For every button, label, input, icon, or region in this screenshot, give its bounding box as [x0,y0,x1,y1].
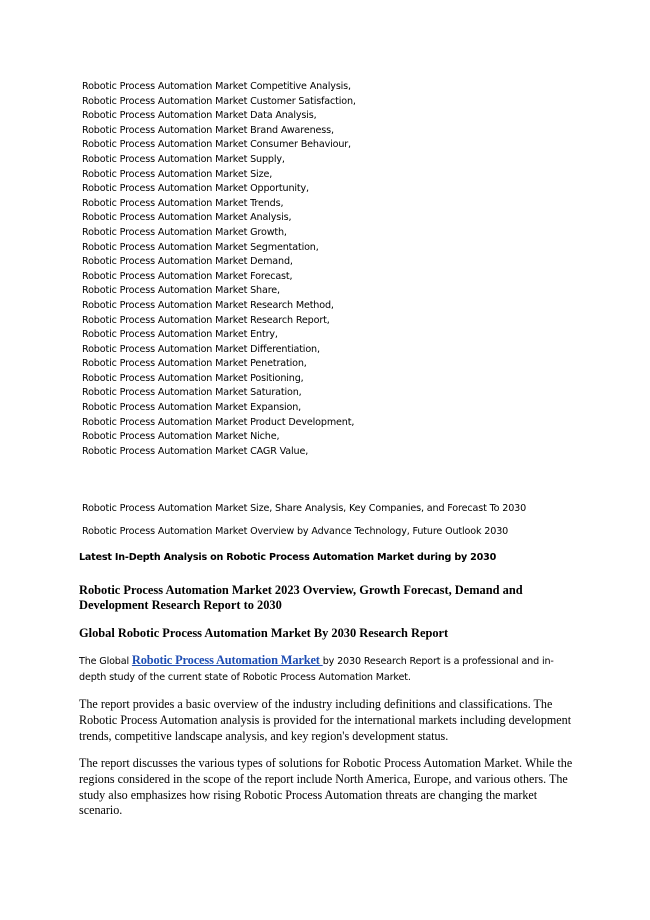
list-item: Robotic Process Automation Market Competitive Analysis, [82,81,351,92]
size-share-line: Robotic Process Automation Market Size, Share Analysis, Key Companies, and Forecast To 2030 [82,503,527,514]
global-report-heading: Global Robotic Process Automation Market By 2030 Research Report [79,626,449,640]
list-item: Robotic Process Automation Market Research Method, [82,299,334,311]
list-item: Robotic Process Automation Market Differentiation, [82,343,320,355]
list-item: Robotic Process Automation Market Niche, [82,431,280,443]
list-item: Robotic Process Automation Market Saturation, [82,387,302,399]
list-item: Robotic Process Automation Market Supply, [82,153,285,165]
list-item: Robotic Process Automation Market Opportunity, [82,183,309,195]
market-report-link[interactable]: Robotic Process Automation Market [131,653,323,667]
overview-heading: Robotic Process Automation Market 2023 Overview, Growth Forecast, Demand and Development Research Report to 2030 [79,583,523,612]
list-item: Robotic Process Automation Market Product Development, [82,416,355,428]
list-item: Robotic Process Automation Market Analysis, [82,212,292,224]
list-item: Robotic Process Automation Market CAGR Value, [82,445,309,457]
list-item: Robotic Process Automation Market Demand, [82,256,293,268]
solutions-paragraph: The report discusses the various types of solutions for Robotic Process Automation Market. While the regions considered in the scope of the report include North America, Europe, and various others. The study also emphasizes how rising Robotic Process Automation threats are changing the market scenario. [79,756,573,818]
list-item: Robotic Process Automation Market Positioning, [82,372,304,384]
list-item: Robotic Process Automation Market Expansion, [82,402,302,414]
list-item: Robotic Process Automation Market Brand Awareness, [82,124,334,136]
list-item: Robotic Process Automation Market Size, [82,168,273,180]
list-item: Robotic Process Automation Market Entry, [82,329,278,341]
list-item: Robotic Process Automation Market Trends, [82,197,284,209]
list-item: Robotic Process Automation Market Research Report, [82,314,330,326]
list-item: Robotic Process Automation Market Segmentation, [82,241,319,253]
list-item: Robotic Process Automation Market Growth, [82,226,287,238]
keyword-list [82,80,356,459]
list-item: Robotic Process Automation Market Penetration, [82,358,307,370]
list-item: Robotic Process Automation Market Share, [82,285,280,297]
list-item: Robotic Process Automation Market Consumer Behaviour, [82,139,351,151]
list-item: Robotic Process Automation Market Data Analysis, [82,110,317,122]
intro-suffix: by 2030 Research Report is a professional and in-depth study of the current state of Robotic Process Automation Market. [79,656,554,683]
intro-prefix: The Global [79,656,132,667]
intro-paragraph [79,653,574,685]
list-item: Robotic Process Automation Market Customer Satisfaction, [82,95,356,107]
overview-paragraph: The report provides a basic overview of the industry including definitions and classifications. The Robotic Process Automation analysis is provided for the international markets including development trends, competitive landscape analysis, and key region's development status. [79,697,572,743]
overview-line: Robotic Process Automation Market Overview by Advance Technology, Future Outlook 2030 [82,526,509,537]
list-item: Robotic Process Automation Market Forecast, [82,270,293,282]
latest-analysis-heading: Latest In-Depth Analysis on Robotic Process Automation Market during by 2030 [79,552,497,563]
